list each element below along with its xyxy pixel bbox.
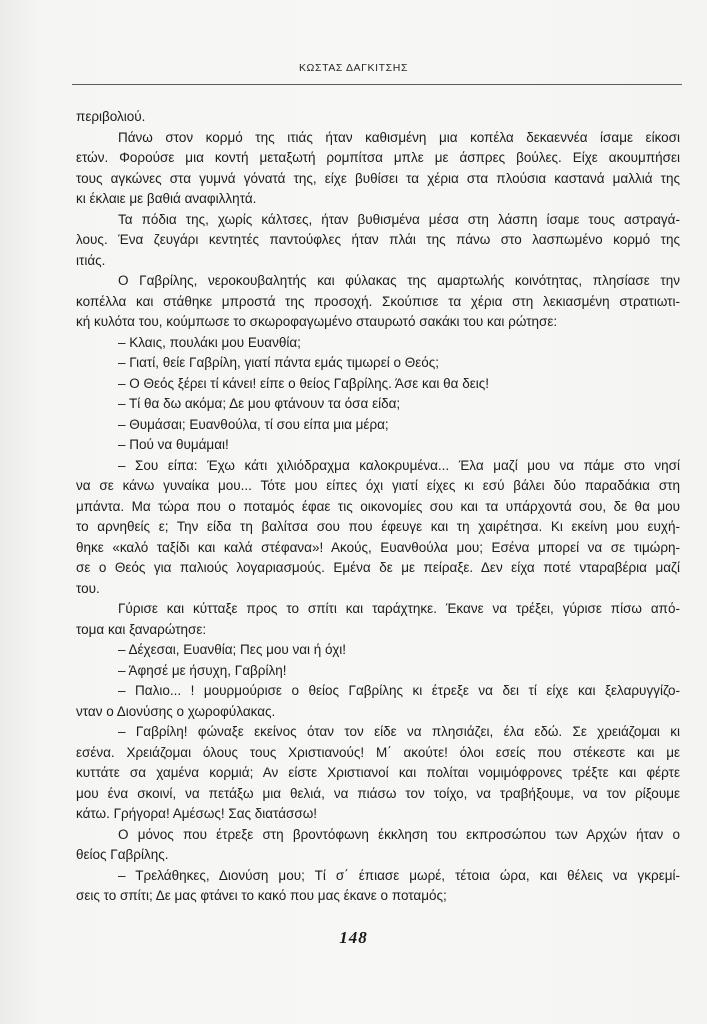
text-line: – Τρελάθηκες, Διονύση μου; Τί σ΄ έπιασε μωρέ, τέτοια ώρα, και θέλεις να γκρεμί- — [118, 867, 680, 883]
paragraph — [76, 825, 680, 866]
text-line: – Σου είπα: Έχω κάτι χιλιόδραχμα καλοκρυμένα... Έλα μαζί μου να πάμε στο νησί — [118, 457, 680, 473]
dialogue-paragraph — [76, 866, 680, 907]
text-line: Ο Γαβρίλης, νεροκουβαλητής και φύλακας της αμαρτωλής κοινότητας, πλησίασε την — [118, 273, 680, 288]
paragraph — [76, 210, 680, 272]
dialogue-paragraph — [76, 661, 680, 682]
dialogue-paragraph — [76, 722, 680, 825]
text-line: – Παλιο... ! μουρμούρισε ο θείος Γαβρίλης κι έτρεξε να δει τί είχε και ξελαρυγγίζο- — [118, 683, 680, 698]
text-line: το αρνηθείς ε; Την είδα τη βαλίτσα σου που έφευγε και τη χαιρέτησα. Κι εκείνη μου ευχή- — [76, 519, 680, 534]
text-line: τομα και ξαναρώτησε: — [76, 621, 207, 637]
text-line: – Τί θα δω ακόμα; Δε μου φτάνουν τα όσα είδα; — [118, 396, 401, 411]
text-line: κή κυλότα του, κούμπωσε το σκωροφαγωμένο σταυρωτό σακάκι του και ρώτησε: — [76, 314, 558, 329]
text-line: Τα πόδια της, χωρίς κάλτσες, ήταν βυθισμένα μέσα στη λάσπη ίσαμε τους αστραγά- — [118, 211, 680, 227]
text-line: – Πού να θυμάμαι! — [118, 437, 229, 452]
paragraph — [76, 599, 680, 640]
text-line: ετών. Φορούσε μια κοντή μεταξωτή ρομπίτσα μπλε με άσπρες βούλες. Είχε ακουμπήσει — [76, 150, 680, 165]
text-line: – Γιατί, θείε Γαβρίλη, γιατί πάντα εμάς τιμωρεί ο Θεός; — [118, 355, 440, 370]
dialogue-paragraph — [76, 640, 680, 661]
dialogue-paragraph — [76, 353, 680, 374]
text-line: εσένα. Χρειάζομαι όλους τους Χριστιανούς! Μ΄ ακούτε! όλοι εσείς που στέκεστε και με — [76, 744, 680, 760]
text-line: – Θυμάσαι; Ευανθούλα, τί σου είπα μια μέρα; — [118, 416, 389, 432]
text-line: κάτω. Γρήγορα! Αμέσως! Σας διατάσσω! — [76, 806, 318, 821]
text-line: Πάνω στον κορμό της ιτιάς ήταν καθισμένη μια κοπέλα δεκαεννέα ίσαμε είκοσι — [118, 129, 680, 145]
running-head: ΚΩΣΤΑΣ ΔΑΓΚΙΤΣΗΣ — [298, 62, 409, 74]
text-line: του. — [76, 580, 100, 596]
dialogue-paragraph — [76, 456, 680, 600]
dialogue-paragraph — [76, 394, 680, 415]
paragraph — [76, 128, 680, 210]
text-line: ιτιάς. — [76, 252, 106, 268]
paragraph — [76, 107, 680, 128]
text-line: – Άφησέ με ήσυχη, Γαβρίλη! — [118, 662, 287, 678]
text-line: μου ένα σκοινί, να πετάξω μια θελιά, να πιάσω τον τοίχο, να τραβήξουμε, να τον ρίξουμε — [76, 785, 680, 801]
text-line: κι έκλαιε με βαθιά αναφιλλητά. — [76, 191, 257, 206]
text-line: λους. Ένα ζευγάρι κεντητές παντούφλες ήταν πλάι της πάνω στο λασπωμένο κορμό της — [76, 232, 680, 247]
body-text — [76, 107, 680, 907]
text-line: – Δέχεσαι, Ευανθία; Πες μου ναι ή όχι! — [118, 642, 347, 657]
dialogue-paragraph — [76, 333, 680, 354]
text-line: θείος Γαβρίλης. — [76, 847, 169, 862]
text-line: νταν ο Διονύσης ο χωροφύλακας. — [76, 703, 276, 719]
dialogue-paragraph — [76, 374, 680, 395]
text-line: Γύρισε και κύτταξε προς το σπίτι και ταράχτηκε. Έκανε να τρέξει, γύρισε πίσω από- — [118, 601, 680, 616]
dialogue-paragraph — [76, 435, 680, 456]
text-line: κοπέλλα και στάθηκε μπροστά της προσοχή. Σκούπισε τα χέρια στη λεκιασμένη στρατιωτι- — [76, 293, 680, 309]
text-line: – Ο Θεός ξέρει τί κάνει! είπε ο θείος Γαβρίλης. Άσε και θα δεις! — [118, 375, 490, 391]
text-line: κυττάτε σα χαμένα κορμιά; Αν είστε Χριστιανοί και πολίται νομιμόφρονες τρέξτε και φέρτε — [76, 765, 680, 780]
text-line: Ο μόνος που έτρεξε στη βροντόφωνη έκκληση του εκπροσώπου των Αρχών ήταν ο — [118, 826, 680, 842]
page-number: 148 — [339, 928, 368, 947]
text-line: θηκε «καλό ταξίδι και καλά στέφανα»! Ακούς, Ευανθούλα μου; Εσένα μπορεί να σε τιμώρη- — [76, 539, 680, 555]
text-line: τους αγκώνες στα γυμνά γόνατά της, είχε βυθίσει τα χέρια στα πλούσια καστανά μαλλιά της — [76, 170, 680, 186]
text-line: να σε κάνω γυναίκα μου... Τότε μου είπες όχι γιατί είχες κι εσύ βάλει δύο παραδάκια στη — [76, 478, 680, 493]
text-line: περιβολιού. — [76, 109, 146, 124]
text-line: – Κλαις, πουλάκι μου Ευανθία; — [118, 334, 301, 350]
dialogue-paragraph — [76, 415, 680, 436]
text-line: σεις το σπίτι; Δε μας φτάνει το κακό που μας έκανε ο ποταμός; — [76, 888, 447, 903]
header-rule — [72, 84, 682, 85]
text-line: σε ο Θεός για παλιούς λογαριασμούς. Εμένα δε με πείραξε. Δεν είχα ποτέ νταραβέρια μαζί — [76, 560, 680, 575]
dialogue-paragraph — [76, 681, 680, 722]
text-line: μπάντα. Μα τώρα που ο ποταμός έφαε τις οικονομίες σου και τα υπάρχοντά σου, δε θα μου — [76, 498, 680, 514]
paragraph — [76, 271, 680, 333]
text-line: – Γαβρίλη! φώναξε εκείνος όταν τον είδε να πλησιάζει, έλα εδώ. Σε χρειάζομαι κι — [118, 724, 680, 739]
